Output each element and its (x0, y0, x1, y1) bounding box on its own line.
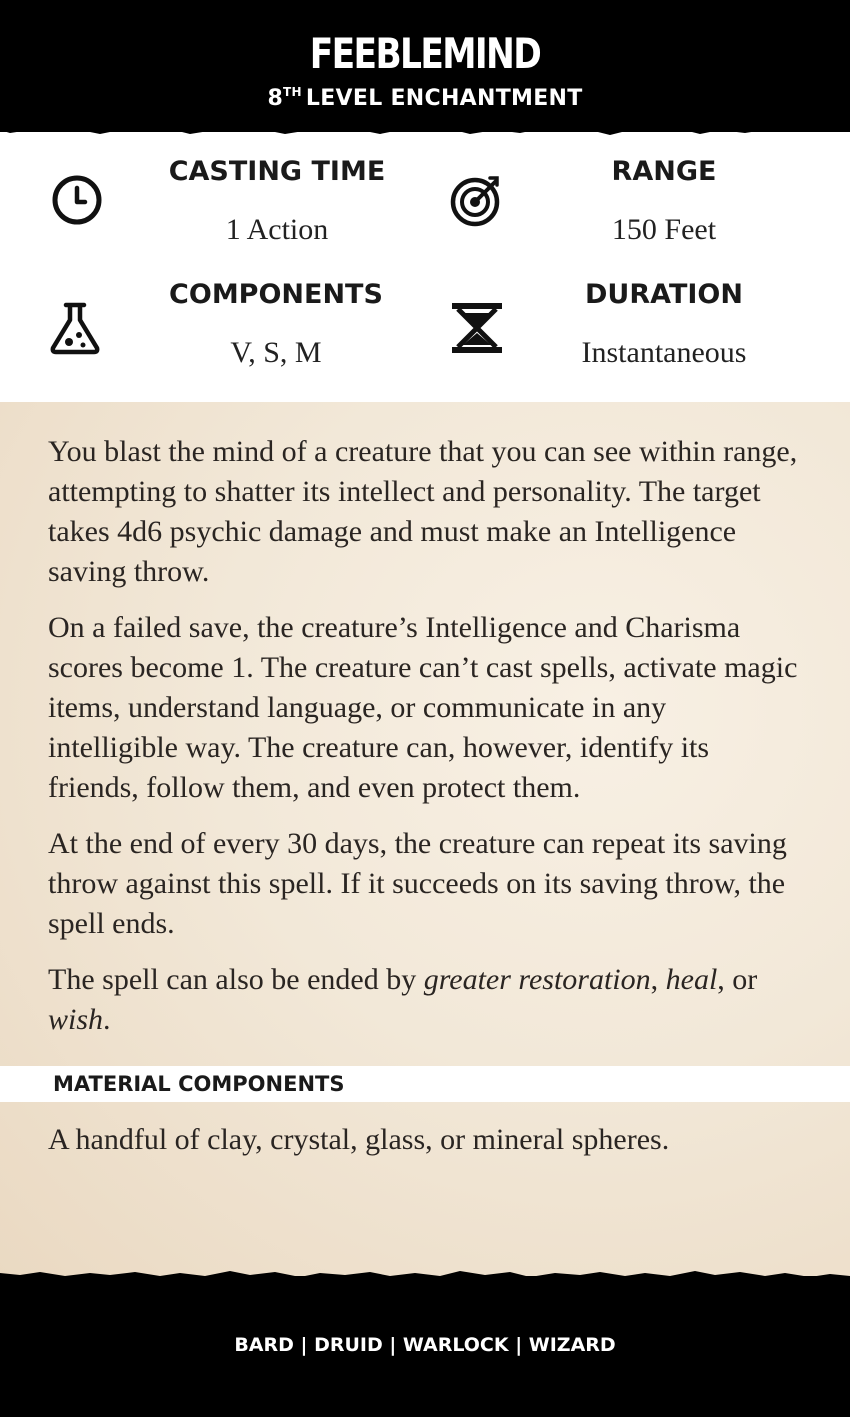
level-number: 8 (267, 86, 284, 111)
torn-edge-top (0, 122, 850, 142)
description-panel (0, 402, 850, 1282)
range-label: RANGE (611, 156, 717, 187)
target-icon (448, 172, 504, 228)
description-text: , or (717, 963, 758, 996)
level-school: LEVEL ENCHANTMENT (305, 86, 583, 111)
card-header (0, 0, 850, 136)
range-value: 150 Feet (611, 213, 717, 246)
spell-reference: greater restoration (423, 963, 651, 996)
components-label: COMPONENTS (169, 279, 383, 310)
casting-time-value: 1 Action (225, 213, 329, 246)
spell-reference: wish (48, 1003, 104, 1036)
components-value: V, S, M (230, 336, 322, 369)
spell-classes: BARD | DRUID | WARLOCK | WIZARD (234, 1334, 616, 1356)
description-text: , (650, 963, 666, 996)
spell-reference: heal (665, 963, 718, 996)
duration-label: DURATION (585, 279, 743, 310)
clock-icon (49, 172, 105, 228)
description-text: The spell can also be ended by (48, 963, 424, 996)
material-components-bar (0, 1066, 850, 1102)
level-suffix: TH (283, 85, 302, 99)
spell-title: FEEBLEMIND (309, 29, 541, 78)
description-paragraph (48, 960, 798, 1040)
casting-time-label: CASTING TIME (168, 156, 386, 187)
description-paragraph: At the end of every 30 days, the creature can repeat its saving throw against this spell. If it succeeds on its saving throw, the spell ends. (48, 827, 787, 940)
duration-value: Instantaneous (581, 336, 747, 369)
description-paragraph: You blast the mind of a creature that you can see within range, attempting to shatter its intellect and personality. The target takes 4d6 psychic damage and must make an Intelligence saving throw. (48, 435, 798, 588)
flask-icon (47, 300, 103, 356)
hourglass-icon (449, 300, 505, 356)
spell-level (0, 78, 850, 113)
stats-panel (0, 132, 850, 402)
spell-description (48, 432, 798, 1056)
description-text: . (103, 1003, 111, 1036)
card-footer (0, 1276, 850, 1417)
description-paragraph: On a failed save, the creature’s Intelligence and Charisma scores become 1. The creature can’t cast spells, activate magic items, understand language, or communicate in any intelligible way. The creature can, however, identify its friends, follow them, and even protect them. (48, 611, 798, 804)
material-components-text: A handful of clay, crystal, glass, or mineral spheres. (48, 1123, 670, 1156)
material-components-label: MATERIAL COMPONENTS (53, 1072, 345, 1096)
